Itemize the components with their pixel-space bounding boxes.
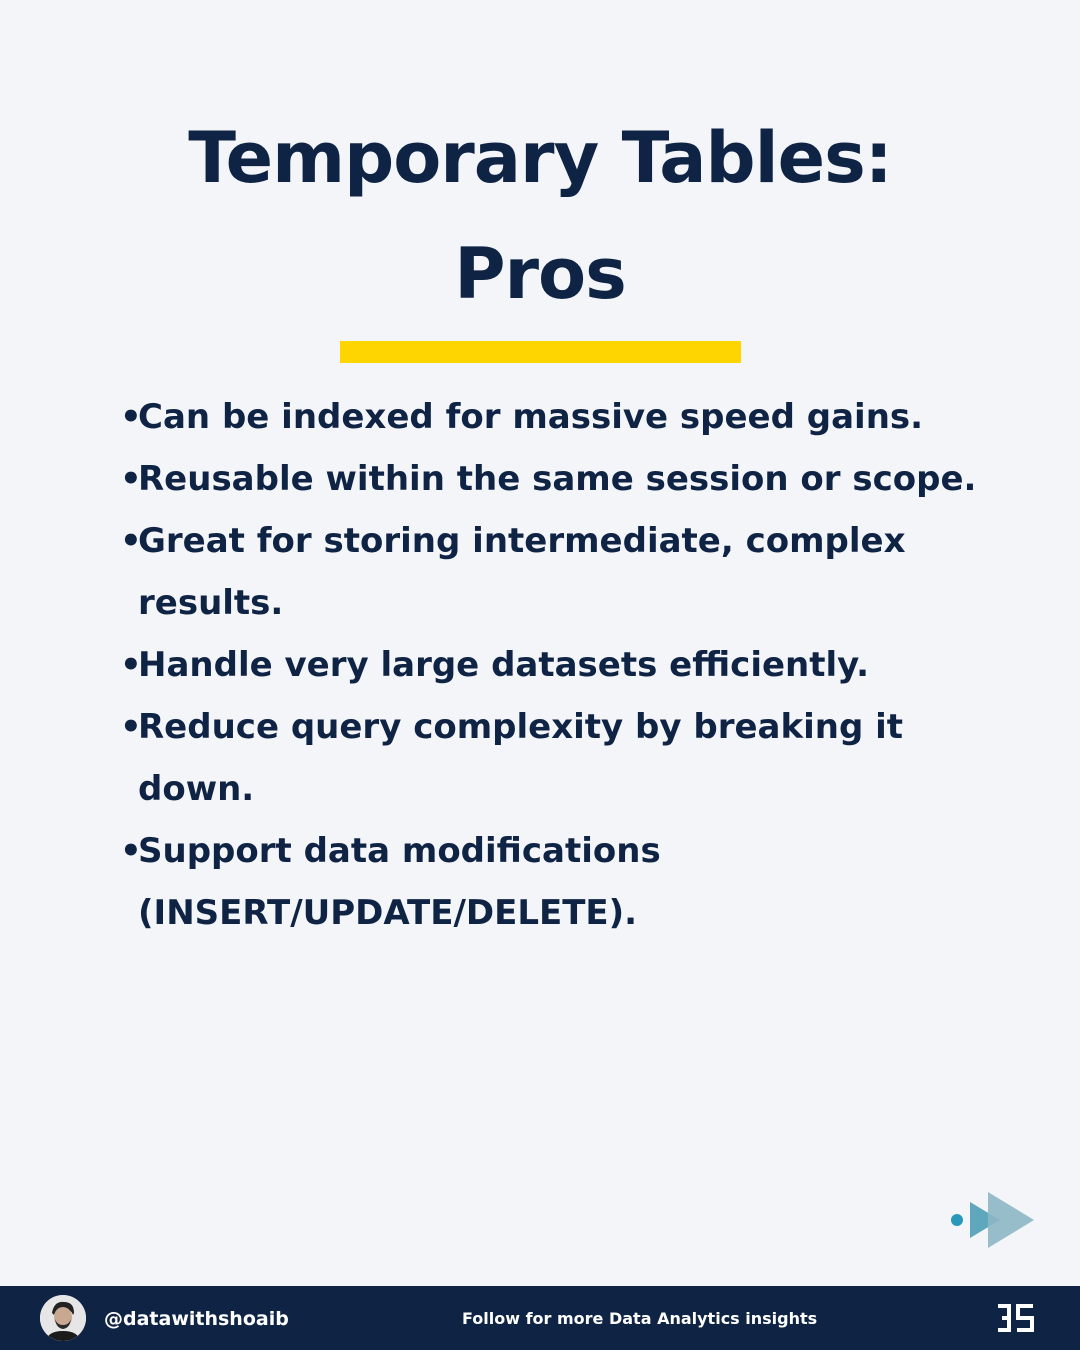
list-item-text: Reusable within the same session or scope. bbox=[138, 459, 977, 499]
title-line-2: Pros bbox=[454, 233, 626, 315]
title-line-1: Temporary Tables: bbox=[188, 117, 892, 199]
page-title bbox=[0, 100, 1080, 332]
list-item bbox=[120, 820, 980, 944]
list-item-text: Can be indexed for massive speed gains. bbox=[138, 397, 924, 437]
list-item-text: Great for storing intermediate, complex results. bbox=[138, 521, 906, 623]
bullet-dot: • bbox=[120, 645, 142, 685]
avatar[interactable] bbox=[40, 1295, 86, 1341]
ds-logo bbox=[996, 1303, 1036, 1333]
bullet-dot: • bbox=[120, 397, 142, 437]
title-underline bbox=[340, 341, 741, 363]
follow-text: Follow for more Data Analytics insights bbox=[462, 1309, 818, 1328]
list-item-text: Reduce query complexity by breaking it down. bbox=[138, 707, 904, 809]
list-item-text: Handle very large datasets efficiently. bbox=[138, 645, 870, 685]
double-arrow-right-icon[interactable] bbox=[948, 1190, 1038, 1250]
bullet-dot: • bbox=[120, 521, 142, 561]
list-item bbox=[120, 634, 980, 696]
bullet-dot: • bbox=[120, 707, 142, 747]
list-item bbox=[120, 510, 980, 634]
list-item bbox=[120, 386, 980, 448]
bullet-dot: • bbox=[120, 459, 142, 499]
list-item bbox=[120, 696, 980, 820]
bullet-dot: • bbox=[120, 831, 142, 871]
list-item-text: Support data modifications (INSERT/UPDATE/DELETE). bbox=[138, 831, 661, 933]
pros-list bbox=[120, 386, 980, 944]
footer-bar bbox=[0, 1286, 1080, 1350]
list-item bbox=[120, 448, 980, 510]
author-handle[interactable]: @datawithshoaib bbox=[104, 1308, 289, 1330]
